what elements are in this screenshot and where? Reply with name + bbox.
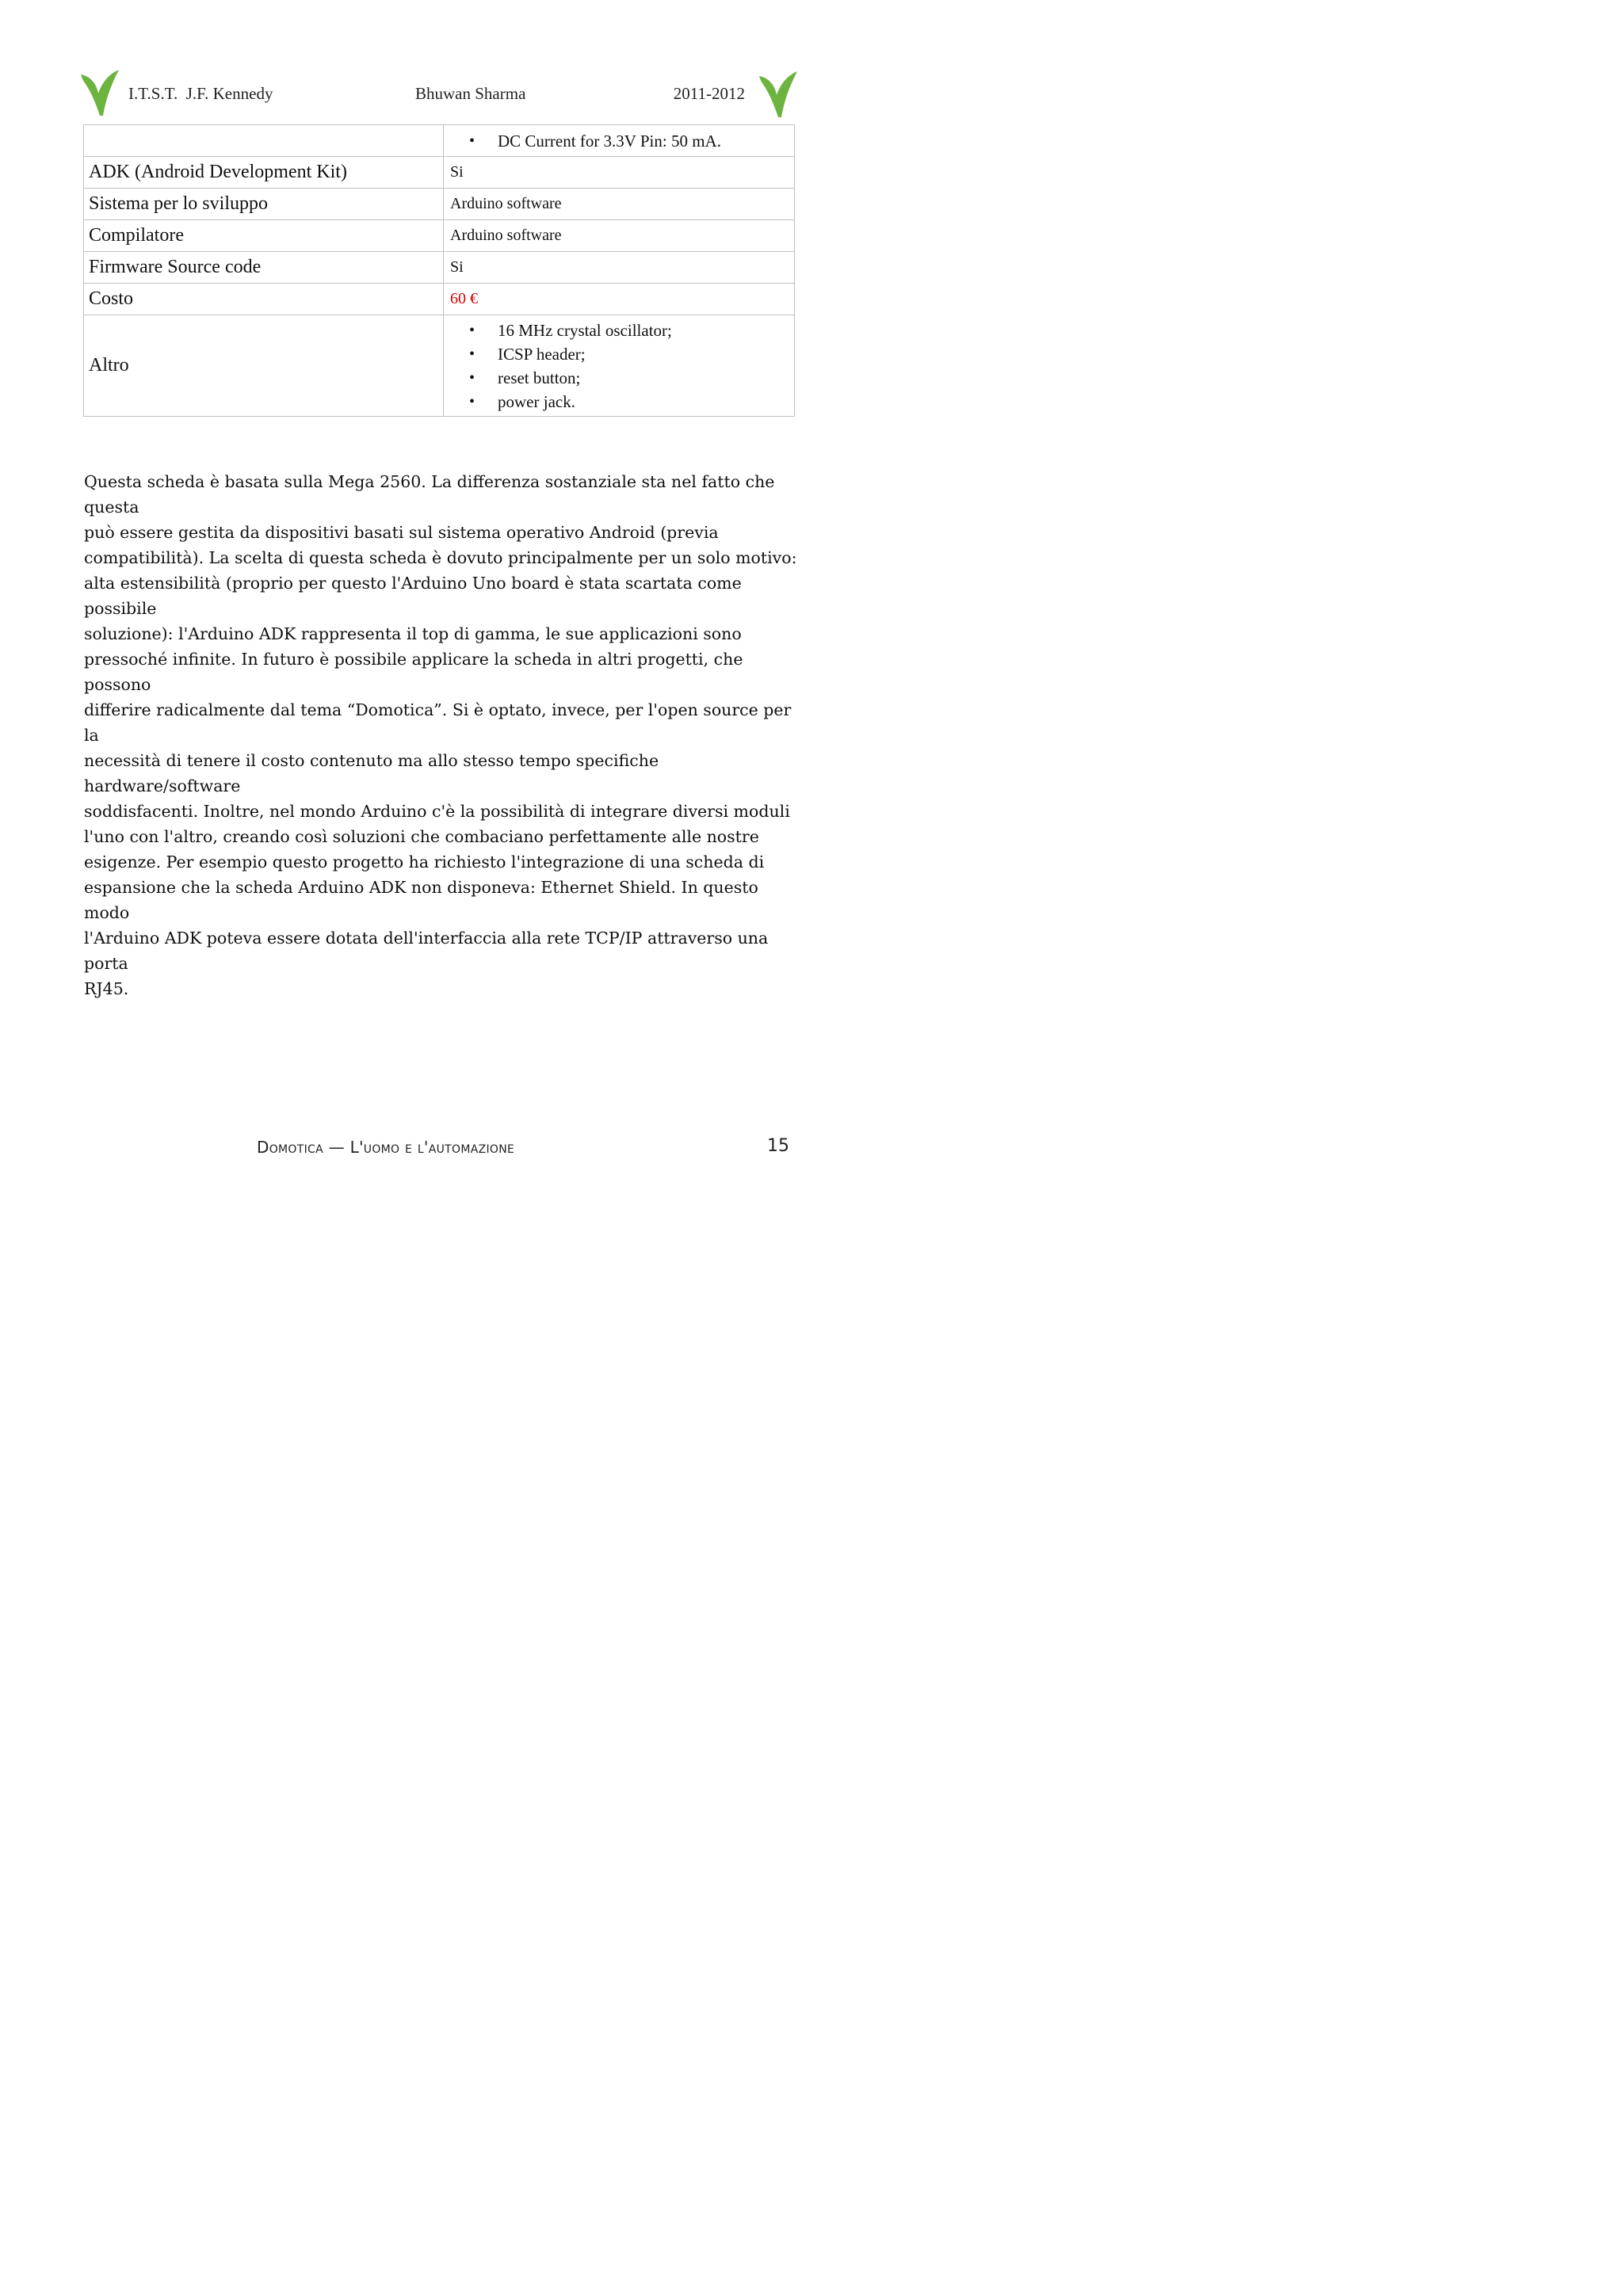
value-cell [444,125,795,157]
row-label: Sistema per lo sviluppo [84,189,444,220]
row-label: Costo [84,284,444,315]
table-row [84,157,795,189]
paragraph-line: RJ45. [84,979,129,998]
row-value: Si [444,252,795,284]
value-cell [444,315,795,417]
list-item: • power jack. [450,390,789,414]
footer-title: Domotica — L'uomo e l'automazione [257,1138,515,1157]
sprout-logo-icon [79,67,122,117]
row-value: Si [444,157,795,189]
paragraph-line: compatibilità). La scelta di questa scheda è dovuto principalmente per un solo motivo: [84,548,797,567]
bullet-list [450,129,789,153]
table-row [84,252,795,284]
paragraph-line: pressoché infinite. In futuro è possibile applicare la scheda in altri progetti, che possono [84,650,743,694]
page-header [79,67,800,122]
body-paragraph [84,469,797,1001]
paragraph-line: Questa scheda è basata sulla Mega 2560. La differenza sostanziale sta nel fatto che questa [84,472,775,517]
table-row [84,189,795,220]
list-item: • reset button; [450,366,789,390]
row-label: Compilatore [84,220,444,252]
paragraph-line: l'uno con l'altro, creando così soluzioni che combaciano perfettamente alle nostre [84,827,759,846]
bullet-list [450,318,789,414]
list-item: • 16 MHz crystal oscillator; [450,318,789,342]
empty-label-cell [84,125,444,157]
school-year: 2011-2012 [673,84,745,103]
paragraph-line: necessità di tenere il costo contenuto ma allo stesso tempo specifiche hardware/software [84,751,659,795]
table-row [84,125,795,157]
page-number: 15 [767,1136,789,1156]
paragraph-line: l'Arduino ADK poteva essere dotata dell'interfaccia alla rete TCP/IP attraverso una porta [84,929,769,973]
row-label: Altro [84,315,444,417]
paragraph-line: espansione che la scheda Arduino ADK non disponeva: Ethernet Shield. In questo modo [84,878,758,922]
cost-value: 60 € [444,284,795,315]
list-item: • DC Current for 3.3V Pin: 50 mA. [450,129,789,153]
row-label: Firmware Source code [84,252,444,284]
paragraph-line: può essere gestita da dispositivi basati sul sistema operativo Android (previa [84,523,719,542]
row-value: Arduino software [444,220,795,252]
paragraph-line: differire radicalmente dal tema “Domotica”. Si è optato, invece, per l'open source per la [84,700,792,745]
school-name: I.T.S.T. J.F. Kennedy [128,84,273,103]
row-label: ADK (Android Development Kit) [84,157,444,189]
list-item: • ICSP header; [450,342,789,366]
table-row [84,284,795,315]
paragraph-line: esigenze. Per esempio questo progetto ha richiesto l'integrazione di una scheda di [84,852,765,871]
table-row [84,220,795,252]
paragraph-line: soddisfacenti. Inoltre, nel mondo Arduino c'è la possibilità di integrare diversi moduli [84,802,790,821]
paragraph-line: soluzione): l'Arduino ADK rappresenta il top di gamma, le sue applicazioni sono [84,624,742,643]
paragraph-line: alta estensibilità (proprio per questo l'Arduino Uno board è stata scartata come possibile [84,574,742,618]
author-name: Bhuwan Sharma [415,84,526,103]
table-row [84,315,795,417]
specs-table [83,124,795,417]
sprout-logo-icon [758,68,800,119]
row-value: Arduino software [444,189,795,220]
